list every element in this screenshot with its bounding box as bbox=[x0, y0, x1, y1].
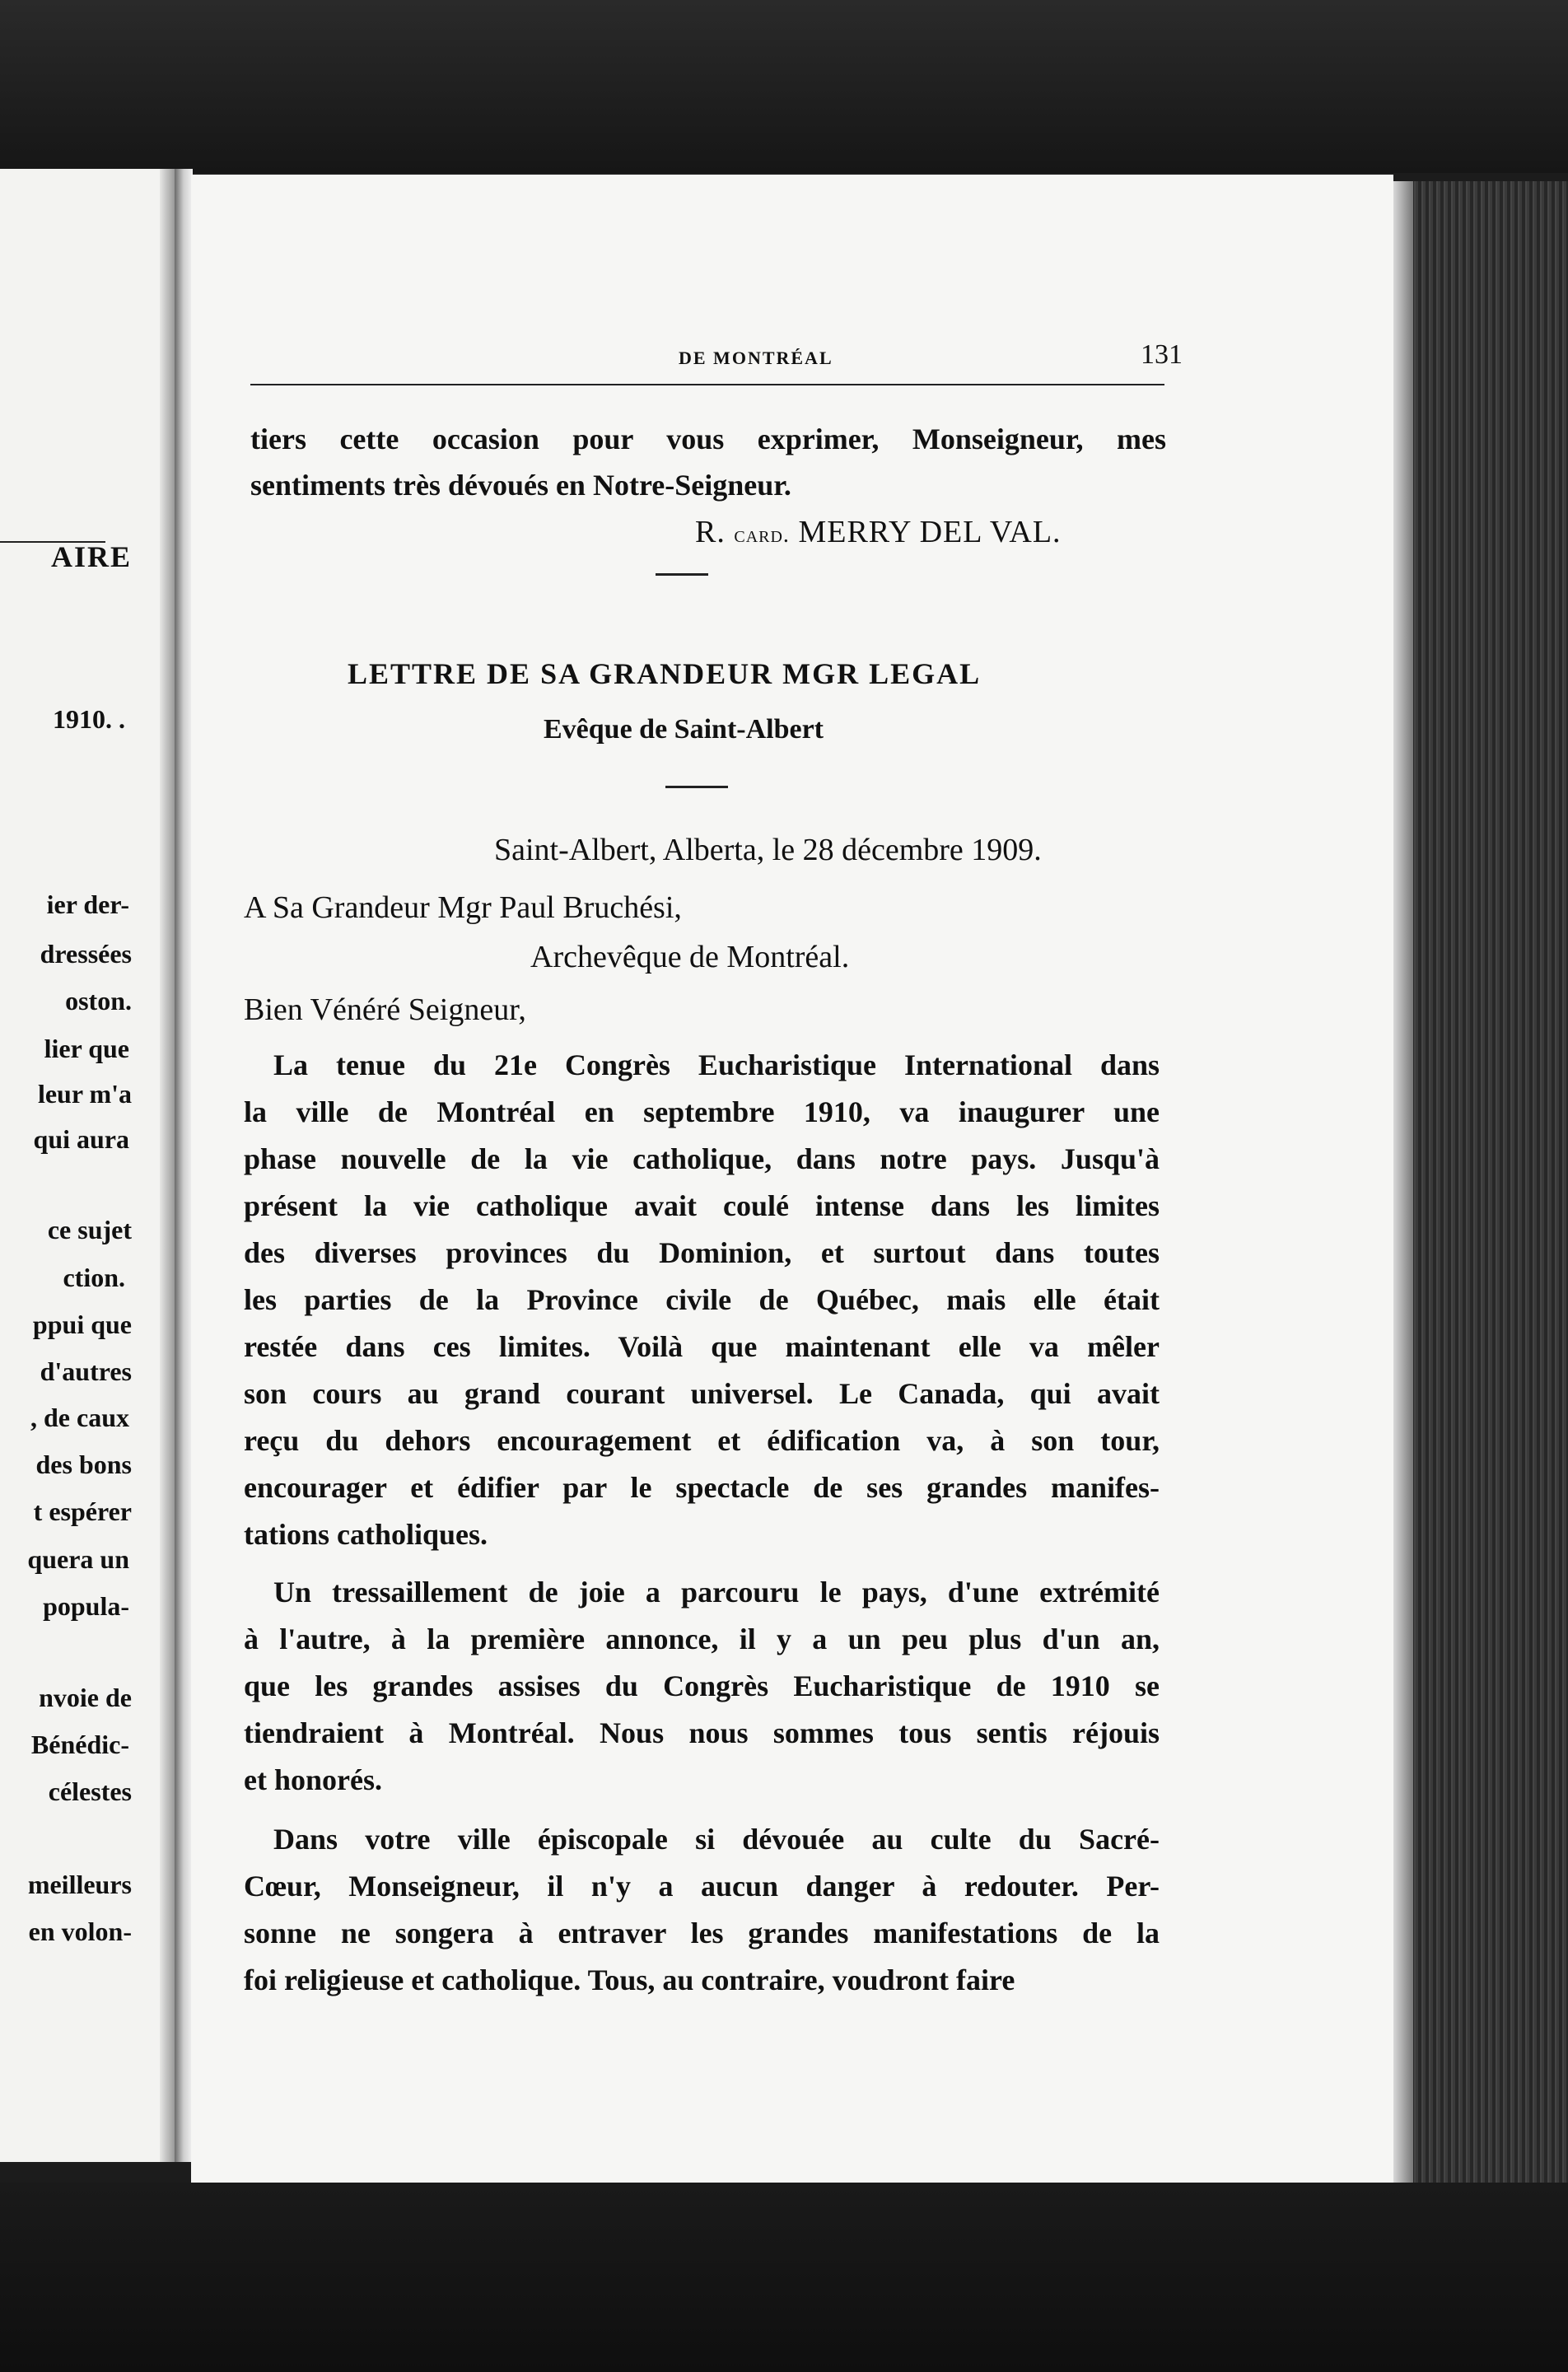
addressee-line-2: Archevêque de Montréal. bbox=[530, 940, 850, 974]
facing-page-line: Bénédic- bbox=[30, 1730, 129, 1759]
p3-line: Cœur, Monseigneur, il n'y a aucun danger à redouter. Per- bbox=[244, 1870, 1160, 1903]
p1-line: son cours au grand courant universel. Le Canada, qui avait bbox=[244, 1377, 1160, 1410]
signature-prefix: R. bbox=[695, 515, 726, 549]
page-number: 131 bbox=[1141, 339, 1183, 370]
signature bbox=[695, 514, 1062, 550]
letter-title: LETTRE DE SA GRANDEUR MGR LEGAL bbox=[348, 657, 982, 690]
facing-page-line: t espérer bbox=[33, 1497, 132, 1526]
p1-line: encourager et édifier par le spectacle de ses grandes manifes- bbox=[244, 1471, 1160, 1504]
book-spine bbox=[175, 169, 193, 2162]
facing-page-gutter bbox=[160, 169, 175, 2162]
opening-line-1: tiers cette occasion pour vous exprimer, Monseigneur, mes bbox=[250, 423, 1166, 455]
p1-line: restée dans ces limites. Voilà que maintenant elle va mêler bbox=[244, 1330, 1160, 1363]
p2-line: tiendraient à Montréal. Nous nous sommes tous sentis réjouis bbox=[244, 1716, 1160, 1749]
facing-page-line: nvoie de bbox=[39, 1683, 132, 1712]
facing-page-line: AIRE bbox=[50, 540, 132, 573]
scan-background-top bbox=[0, 0, 1568, 173]
signature-name: MERRY DEL VAL. bbox=[798, 515, 1062, 549]
right-page bbox=[191, 175, 1393, 2184]
scan-background-bottom bbox=[0, 2183, 1568, 2372]
header-rule bbox=[250, 384, 1164, 385]
signature-title: card. bbox=[734, 522, 790, 548]
p1-line: reçu du dehors encouragement et édification va, à son tour, bbox=[244, 1424, 1160, 1457]
facing-page-line: célestes bbox=[48, 1777, 132, 1806]
facing-page-line: oston. bbox=[65, 986, 132, 1016]
book-page-edges bbox=[1393, 181, 1568, 2183]
page-edge-highlight bbox=[1393, 181, 1413, 2183]
section-divider-2 bbox=[665, 786, 728, 788]
facing-page-line: qui aura bbox=[33, 1124, 129, 1154]
salutation: Bien Vénéré Seigneur, bbox=[244, 992, 526, 1027]
facing-page-line: meilleurs bbox=[27, 1870, 132, 1899]
running-head: DE MONTRÉAL bbox=[679, 348, 833, 368]
facing-page-line: des bons bbox=[35, 1450, 132, 1479]
p1-line: des diverses provinces du Dominion, et surtout dans toutes bbox=[244, 1236, 1160, 1269]
facing-page-line: leur m'a bbox=[37, 1079, 132, 1109]
facing-page-line: ppui que bbox=[32, 1310, 132, 1339]
p3-line: sonne ne songera à entraver les grandes manifestations de la bbox=[244, 1917, 1160, 1949]
p3-line: foi religieuse et catholique. Tous, au contraire, voudront faire bbox=[244, 1963, 1015, 1996]
p2-line: à l'autre, à la première annonce, il y a un peu plus d'un an, bbox=[244, 1623, 1160, 1655]
facing-page-line: quera un bbox=[27, 1544, 129, 1574]
facing-page-line: ce sujet bbox=[47, 1215, 132, 1244]
page-header bbox=[250, 339, 1183, 372]
facing-page-line: ier der- bbox=[46, 890, 129, 919]
p1-line: La tenue du 21e Congrès Eucharistique International dans bbox=[273, 1048, 1160, 1081]
p1-line: tations catholiques. bbox=[244, 1518, 488, 1551]
facing-page-line: en volon- bbox=[28, 1917, 132, 1946]
dateline: Saint-Albert, Alberta, le 28 décembre 1909. bbox=[494, 833, 1042, 867]
p2-line: et honorés. bbox=[244, 1763, 382, 1796]
facing-page-line: ction. bbox=[63, 1263, 125, 1292]
facing-page-line: lier que bbox=[44, 1034, 129, 1063]
addressee-line-1: A Sa Grandeur Mgr Paul Bruchési, bbox=[244, 890, 682, 925]
p3-line: Dans votre ville épiscopale si dévouée au culte du Sacré- bbox=[273, 1823, 1160, 1856]
facing-page-line: , de caux bbox=[30, 1403, 129, 1432]
facing-page-left bbox=[0, 169, 178, 2162]
facing-page-line: d'autres bbox=[40, 1356, 132, 1386]
letter-subtitle: Evêque de Saint-Albert bbox=[544, 714, 824, 745]
p2-line: que les grandes assises du Congrès Eucharistique de 1910 se bbox=[244, 1669, 1160, 1702]
opening-line-2: sentiments très dévoués en Notre-Seigneur. bbox=[250, 469, 791, 502]
facing-page-line: 1910. . bbox=[53, 704, 125, 734]
section-divider-1 bbox=[656, 573, 708, 576]
p1-line: présent la vie catholique avait coulé intense dans les limites bbox=[244, 1189, 1160, 1222]
p2-line: Un tressaillement de joie a parcouru le pays, d'une extrémité bbox=[273, 1576, 1160, 1609]
p1-line: la ville de Montréal en septembre 1910, va inaugurer une bbox=[244, 1095, 1160, 1128]
facing-page-line: popula- bbox=[43, 1591, 129, 1621]
p1-line: les parties de la Province civile de Québec, mais elle était bbox=[244, 1283, 1160, 1316]
facing-page-line: dressées bbox=[40, 939, 132, 969]
p1-line: phase nouvelle de la vie catholique, dans notre pays. Jusqu'à bbox=[244, 1142, 1160, 1175]
